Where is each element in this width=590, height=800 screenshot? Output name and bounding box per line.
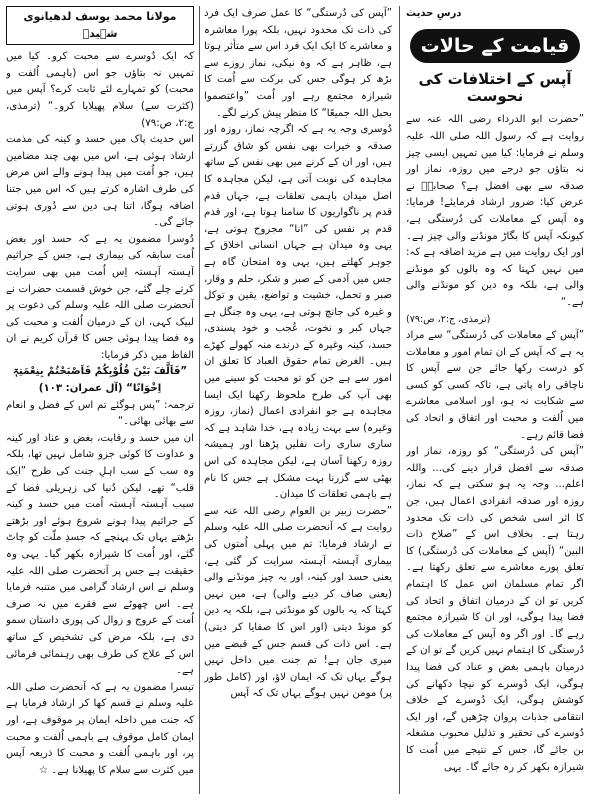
quran-verse: ”فَاَلَّفَ بَیْنَ قُلُوْبِکُمْ فَاَصْبَحْتُمْ بِنِعْمَتِہٖٓ اِخْوَانًا“ (آل عمران: ۱۰۳) xyxy=(12,366,188,395)
column-left xyxy=(6,6,194,794)
column-divider xyxy=(199,6,200,794)
paragraph: ان میں حسد و رقابت، بغض و عناد اور کینہ و عداوت کا کوئی جزو شامل نہیں تھا، بلکہ وہ سب کے سب اہلِ جنت کی طرح ”ایک قلب“ تھے، لیکن دُنیا کی زہریلی فضا کے سبب آہستہ آہستہ اُمت میں حسد و کینہ کے جراثیم پیدا ہونے شروع ہوئے اور بڑھتے بڑھتے یہاں تک پہنچے کہ جسدِ ملّت کو چاٹ گئے، اور اُمت کا شیرازہ بکھر گیا۔ یہی وہ حقیقت ہے جس پر آنحضرت صلی اللہ علیہ وسلم نے اس ارشاد گرامی میں متنبہ فرمایا ہے۔ اس چھوٹے سے فقرے میں نہ صرف اُمت کے عروج و زوال کی پوری داستان سمو دی ہے، بلکہ مرض کی تشخیص کے ساتھ اس کے علاج کی طرف بھی رہنمائی فرمائی ہے۔ xyxy=(6,432,194,677)
paragraph: ”آپس کے معاملات کی دُرستگی“ سے مراد یہ ہے کہ آپس کے ان تمام امور و معاملات کو درست رکھا جائے جن سے آپس کا ناچاقی راہ پاتی ہے، تاکہ کسی کو کسی سے شکایت نہ ہو، اور اسلامی معاشرے میں اُلفت و محبت اور اتفاق و اتحاد کی فضا قائم رہے۔ xyxy=(406,330,584,441)
paragraph: دُوسرا مضمون یہ ہے کہ حسد اور بغض اُمت سابقہ کی بیماری ہے، جس کے جراثیم آہستہ آہستہ اِس اُمت میں بھی سرایت کرتے چلے گئے، جن خوش قسمت حضرات نے آنحضرت صلی اللہ علیہ وسلم کی دعوت پر لبیک کہی، ان کے درمیان اُلفت و محبت کی وہ فضا پیدا ہوئی جس کا قرآن کریم نے ان الفاظ میں ذکر فرمایا: xyxy=(6,233,194,361)
column-right xyxy=(406,6,584,794)
paragraph: ”حضرت ابو الدرداء رضی اللہ عنہ سے روایت ہے کہ رسول اللہ صلی اللہ علیہ وسلم نے فرمایا: کیا میں تمہیں ایسی چیز نہ بتاؤں جو درجے میں روزہ، نماز اور صدقہ سے بھی افضل ہے؟ صحابہؓ نے عرض کیا: ضرور ارشاد فرمایئے! فرمایا: وہ آپس کے معاملات کی دُرستگی ہے، کیونکہ آپس کا بگاڑ مونڈنے والی چیز ہے۔ اور ایک روایت میں ہے مزید اضافہ ہے کہ: میں نہیں کہتا کہ وہ بالوں کو مونڈنے والی ہے، بلکہ وہ دین کو مونڈنے والی ہے۔“ xyxy=(406,114,584,308)
author-byline: مولانا محمد یوسف لدھیانوی شہیدؒ xyxy=(6,6,194,45)
article-title: قیامت کے حالات xyxy=(410,29,580,64)
paragraph: ”حضرت زبیر بن العوام رضی اللہ عنہ سے روایت ہے کہ آنحضرت صلی اللہ علیہ وسلم نے ارشاد فرمایا: تم میں پہلی اُمتوں کی بیماری آہستہ آہستہ سرایت کر گئی ہے، یعنی حسد اور کینہ، اور یہ چیز مونڈنے والی (یعنی صاف کر دینے والی) ہے، میں نہیں کہتا کہ یہ بالوں کو مونڈتی ہے، بلکہ یہ دین کو مونڈ دیتی (اور اس کا صفایا کر دیتی) ہے۔ اس ذات کی قسم جس کے قبضے میں میری جان ہے! تم جنت میں داخل نہیں ہوگے یہاں تک کہ ایمان لاؤ، اور (کامل طور پر) مومن نہیں ہوگے یہاں تک کہ آپس xyxy=(204,505,392,700)
paragraph: کہ ایک دُوسرے سے محبت کرو۔ کیا میں تمہیں نہ بتاؤں جو اس (باہمی اُلفت و محبت) کو تمہارے لئے ثابت کرے؟ آپس میں (کثرت سے) سلام پھیلایا کرو۔“ (ترمذی، ج:۲، ص:۷۹) xyxy=(6,51,194,129)
article-subtitle: آپس کے اختلافات کی نحوست xyxy=(418,70,572,105)
paragraph: ”آپس کی دُرستگی“ کا عمل صرف ایک فرد کی ذات تک محدود نہیں، بلکہ پورا معاشرہ و معاشرے کا ایک ایک فرد اس سے متأثر ہوتا ہے، ظاہر ہے کہ وہ نیکی، نماز روزے سے بڑھ کر ہوگی جس کی برکت سے اُمت کا شیرازہ مجتمع رہے اور اُمت ”واعتصموا بحبل اللہ جمیعًا“ کا منظر پیش کرنے لگے۔ xyxy=(204,8,392,119)
column-middle xyxy=(204,6,392,794)
paragraph: اس حدیث پاک میں حسد و کینہ کی مذمت ارشاد ہوئی ہے، اس میں بھی چند مضامین ہیں، جو اُمت میں پیدا ہونے والے اس مرض کی طرف اشارہ کرتے ہیں کہ اس میں جتنا اضافہ ہوگا، اتنا ہی دین سے دُوری ہوتی جائے گی۔ xyxy=(6,134,194,229)
paragraph: تیسرا مضمون یہ ہے کہ آنحضرت صلی اللہ علیہ وسلم نے قسم کھا کر ارشاد فرمایا ہے کہ جنت میں داخلہ ایمان پر موقوف ہے، اور ایمان کامل موقوف ہے باہمی اُلفت و محبت پر، اور باہمی اُلفت و محبت کا ذریعہ آپس میں کثرت سے سلام کا پھیلانا ہے۔ ☆ xyxy=(6,681,194,776)
paragraph: ”آپس کی دُرستگی“ کو روزہ، نماز اور صدقہ سے افضل قرار دینے کی... واللہ اعلم... وجہ یہ ہو سکتی ہے کہ نماز، روزہ اور صدقہ انفرادی اعمال ہیں، جن کا اثر اسی شخص کی ذات تک محدود رہتا ہے۔ بخلاف اس کے ”صلاح ذات البین“ (آپس کے معاملات کی دُرستگی) کا تعلق پورے معاشرے سے تعلق رکھتا ہے۔ اگر تمام مسلمان اس عمل کا اہتمام کریں تو ان کے درمیان اتفاق و اتحاد کی فضا پیدا ہوگی، اور ان کا شیرازہ مجتمع رہے گا۔ اور اگر وہ آپس کے معاملات کی دُرستگی کا اہتمام نہیں کریں گے تو ان کے درمیان باہمی بغض و عناد کی فضا پیدا ہوگی، ایک دُوسرے کو نیچا دکھانے کی کوشش ہوگی، ایک دُوسرے کے خلاف انتقامی جذبات پروان چڑھیں گے، اور ایک دُوسرے کی تحقیر و تذلیل محبوب مشغلہ بن جائے گا، جس کے نتیجے میں اُمت کا شیرازہ بکھر کر رہ جائے گا۔ یہی xyxy=(406,446,584,773)
column-divider xyxy=(399,6,400,794)
citation: (ترمذی، ج:۲، ص:۷۹) xyxy=(406,313,491,325)
paragraph: دُوسری وجہ یہ ہے کہ اگرچہ نماز، روزہ اور صدقہ و خیرات بھی نفس کو شاق گزرتے ہیں، اور ان کے کرنے میں بھی نفس کے ساتھ مجاہدہ کی نوبت آتی ہے، لیکن مجاہدہ کا اصل میدان باہمی تعلقات ہے، جہاں قدم قدم پر ناگواریوں کا سامنا ہوتا ہے، اور قدم قدم پر نفس کی ”انا“ مجروح ہوتی ہے، یہی وہ میدان ہے جہاں انسانی اخلاق کے جوہر کھلتے ہیں، یہی وہ امتحان گاہ ہے جس میں آدمی کے صبر و شکر، حلم و وقار، صبر و تحمل، خشیت و تواضع، یقین و توکل و غیرہ کی جانچ ہوتی ہے، یہی وہ جنگل ہے جہاں کبر و نخوت، عُجب و خود پسندی، حسد، کینہ وغیرہ کے درندے منہ کھولے کھڑے ہیں۔ الغرض تمام حقوق العباد کا تعلق ان امور سے ہے جن کو تو محبت کو سینے میں بھی آپ کی طرح ملحوظ رکھنا ایک ایسا مجاہدہ ہے جو انفرادی اعمال (نماز، روزہ وغیرہ) سے بہت زیادہ ہے، خدا شاہد ہے کہ ساری ساری رات نفلیں پڑھنا اور ہمیشہ روزہ رکھنا آسان ہے، لیکن مجاہدہ کی اس بھٹی سے گزرنا بہت مشکل ہے جس کا نام ہے باہمی تعلقات کا میدان۔ xyxy=(204,124,392,501)
verse-translation: ترجمہ: ”پس ہوگئے تم اس کے فضل و انعام سے بھائی بھائی۔“ xyxy=(6,399,194,428)
section-tag: درسِ حدیث xyxy=(406,8,462,19)
